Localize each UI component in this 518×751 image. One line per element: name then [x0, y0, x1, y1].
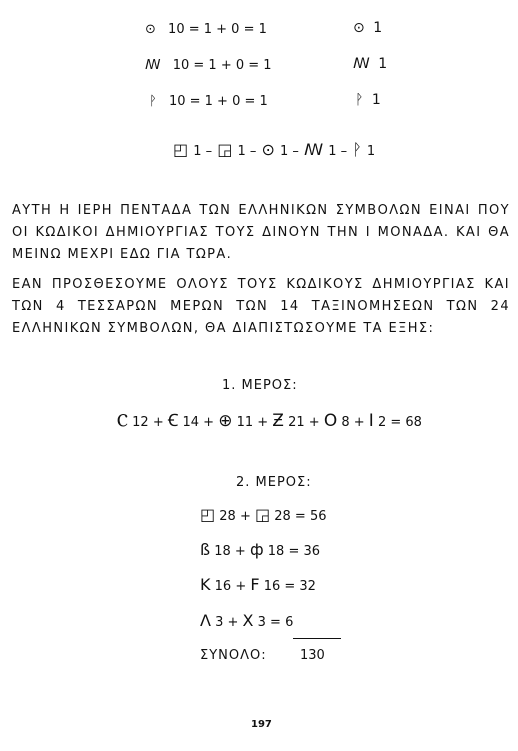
circle-dot-symbol: ⊙ [353, 20, 365, 36]
part-1-term-value: 8 + [341, 415, 365, 430]
pentad-value: 1 – [279, 144, 299, 159]
i-beam-symbol: Ι [368, 411, 374, 431]
circle-dot-symbol: ⊙ [261, 140, 275, 159]
flag-symbol: ᚹ [352, 140, 362, 159]
row-3 [149, 94, 268, 109]
reverse-square-spiral-symbol: ◲ [217, 140, 233, 159]
square-spiral-symbol: ◰ [173, 140, 189, 159]
double-branch-symbol: ꟿ [353, 56, 370, 72]
row-2 [145, 58, 272, 73]
part-2-value: 28 = 56 [274, 509, 327, 524]
pentad-value: 1 [366, 144, 376, 159]
part-1-sum [117, 408, 422, 431]
row-2-equation: 10 = 1 + 0 = 1 [172, 58, 272, 73]
double-branch-symbol: ꟿ [145, 58, 161, 73]
part-2-value: 3 + [215, 615, 239, 630]
part-2-value: 18 = 36 [267, 544, 321, 559]
double-branch-symbol: ꟿ [303, 140, 324, 159]
row-3-result-value: 1 [371, 92, 381, 108]
flag-symbol: ᚹ [355, 92, 364, 108]
part-2-value: 18 + [214, 544, 246, 559]
part-1-heading: 1. ΜΕΡΟΣ: [222, 378, 298, 393]
part-2-row-2 [200, 540, 320, 559]
part-2-row-4 [200, 611, 293, 630]
page-number: 197 [251, 719, 272, 730]
beta-symbol: ß [200, 540, 211, 559]
square-spiral-symbol: ◰ [200, 505, 216, 524]
part-2-value: 28 + [219, 509, 251, 524]
pentad-row [173, 140, 375, 159]
flag-symbol: ᚹ [149, 94, 157, 109]
total-value: 130 [300, 648, 325, 663]
f-symbol: F [250, 575, 260, 594]
z-stroke-symbol: Ƶ [272, 411, 284, 431]
pentad-value: 1 – [328, 144, 348, 159]
part-2-row-1 [200, 505, 327, 524]
x-symbol: X [242, 611, 254, 630]
circle-symbol: Ο [323, 411, 338, 431]
epsilon-symbol: Ꞓ [167, 411, 179, 431]
part-2-heading: 2. ΜΕΡΟΣ: [236, 475, 312, 490]
circle-dot-symbol: ⊙ [145, 22, 156, 37]
row-1-result-value: 1 [373, 20, 383, 36]
pentad-value: 1 – [237, 144, 257, 159]
part-2-value: 16 = 32 [263, 579, 316, 594]
c-bracket-symbol: Ⲥ [117, 411, 128, 431]
phi-cross-symbol: ф [249, 540, 264, 559]
row-1 [145, 22, 267, 37]
row-2-result [353, 56, 387, 72]
row-3-result [355, 92, 381, 108]
reverse-square-spiral-symbol: ◲ [254, 505, 271, 524]
row-2-result-value: 1 [378, 56, 388, 72]
part-2-value: 3 = 6 [257, 615, 294, 630]
paragraph-creation-codes: ΕΑΝ ΠΡΟΣΘΕΣΟΥΜΕ ΟΛΟΥΣ ΤΟΥΣ ΚΩΔΙΚΟΥΣ ΔΗΜΙΟΥΡΓΙΑΣ ΚΑΙ ΤΩΝ 4 ΤΕΣΣΑΡΩΝ ΜΕΡΩΝ ΤΩΝ 14 ΤΑΞΙΝΟΜΗΣΕΩΝ ΤΩΝ 24 ΕΛΛΗΝΙΚΩΝ ΣΥΜΒΟΛΩΝ, ΘΑ ΔΙΑΠΙΣΤΩΣΟΥΜΕ ΤΑ ΕΞΗΣ: [12, 277, 510, 336]
total-label: ΣΥΝΟΛΟ: [200, 648, 267, 663]
row-3-equation: 10 = 1 + 0 = 1 [168, 94, 268, 109]
lambda-symbol: Λ [200, 611, 211, 630]
sum-underline [293, 638, 341, 639]
row-1-equation: 10 = 1 + 0 = 1 [168, 22, 267, 37]
part-1-term-value: 12 + [132, 415, 164, 430]
part-1-term-value: 14 + [182, 415, 215, 430]
row-1-result [353, 20, 382, 36]
part-1-term-value: 2 = 68 [377, 415, 422, 430]
pentad-value: 1 – [193, 144, 213, 159]
part-1-term-value: 11 + [236, 415, 269, 430]
k-symbol: K [200, 575, 211, 594]
part-2-row-3 [200, 575, 316, 594]
part-1-term-value: 21 + [288, 415, 320, 430]
circle-plus-symbol: ⊕ [218, 411, 233, 431]
paragraph-pentad: ΑΥΤΗ Η ΙΕΡΗ ΠΕΝΤΑΔΑ ΤΩΝ ΕΛΛΗΝΙΚΩΝ ΣΥΜΒΟΛΩΝ ΕΙΝΑΙ ΠΟΥ ΟΙ ΚΩΔΙΚΟΙ ΔΗΜΙΟΥΡΓΙΑΣ ΤΟΥΣ ΔΙΝΟΥΝ ΤΗΝ Ι ΜΟΝΑΔΑ. ΚΑΙ ΘΑ ΜΕΙΝΩ ΜΕΧΡΙ ΕΔΩ ΓΙΑ ΤΩΡΑ. [12, 203, 510, 262]
part-2-value: 16 + [214, 579, 247, 594]
